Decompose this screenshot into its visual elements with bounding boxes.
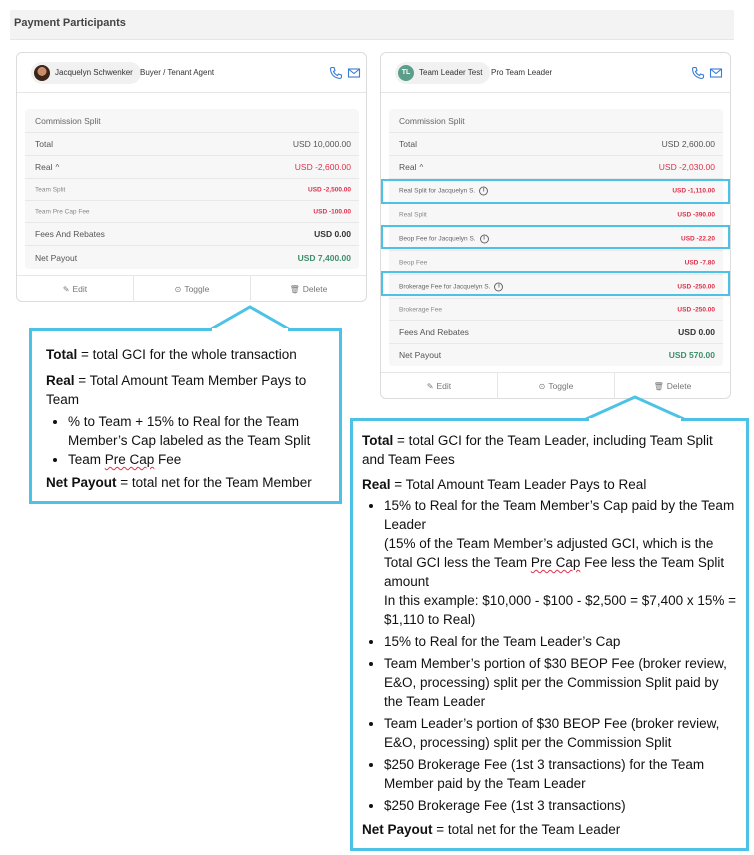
table-row: Total USD 10,000.00 [25,133,359,156]
toggle-icon: ⊙ [538,382,546,391]
list-item: • 15% to Real for the Team Member’s Cap paid by the Team Leader (15% of the Team Member’s adjusted GCI, which is the Total GCI less the Team Pre Cap Fee less the Team Split amount In this example: $10,000 - $100 - $2,500 = $7,400 x 15% = $1,110 to Real) [384,496,738,629]
participant-chip[interactable] [395,62,490,84]
participant-role: Pro Team Leader [491,68,553,77]
avatar [34,65,50,81]
table-row: Brokerage Fee USD -250.00 [389,299,723,321]
participant-role: Buyer / Tenant Agent [140,68,215,77]
phone-icon[interactable] [329,66,343,80]
highlight-real-split-member [381,179,730,204]
info-icon[interactable]: i [480,234,489,243]
participant-header [17,53,366,93]
list-item: • $250 Brokerage Fee (1st 3 transactions) for the Team Member paid by the Team Leader [384,755,738,793]
edit-button[interactable]: ✎ Edit [381,373,497,399]
list-item: • 15% to Real for the Team Leader’s Cap [384,632,738,651]
toggle-button[interactable]: ⊙ Toggle [133,276,250,302]
highlight-brokerage-fee-member [381,271,730,296]
delete-button[interactable]: 🗑 Delete [614,373,730,399]
pencil-icon: ✎ [62,285,70,294]
table-row: Net Payout USD 7,400.00 [35,252,351,263]
mail-icon[interactable] [709,66,723,80]
note-total: Total = total GCI for the Team Leader, including Team Split and Team Fees [362,433,713,467]
table-row: Beop Fee USD -7.80 [389,251,723,275]
note-real: Real = Total Amount Team Leader Pays to Real [362,477,647,492]
list-item: • % to Team + 15% to Real for the Team Member’s Cap labeled as the Team Split [68,412,327,450]
table-row: Net Payout USD 570.00 [399,350,715,360]
note-real: Real = Total Amount Team Member Pays to Team [46,373,307,407]
participant-card-jacquelyn [16,52,367,302]
section-header [10,10,734,40]
commission-split-header: Commission Split [389,109,723,133]
edit-button[interactable]: ✎ Edit [17,276,133,302]
table-row: Brokerage Fee for Jacquelyn S. i USD -250.00 [389,275,723,299]
table-row: Real Split for Jacquelyn S. i USD -1,110.00 [389,179,723,203]
note-real-list [46,412,327,469]
list-item: • $250 Brokerage Fee (1st 3 transactions) [384,796,738,815]
commission-split-header: Commission Split [25,109,359,133]
table-row: Real Split USD -390.00 [389,203,723,227]
callout-seam-left [212,328,288,331]
participant-chip[interactable] [31,62,141,84]
toggle-icon: ⊙ [174,285,182,294]
table-row: Team Split USD -2,500.00 [25,179,359,201]
list-item: • Team Leader’s portion of $30 BEOP Fee (broker review, E&O, processing) split per the Commission Split [384,714,738,752]
table-row: Fees And Rebates USD 0.00 [389,321,723,344]
commission-split-table [25,109,359,269]
avatar: TL [398,65,414,81]
table-row: Beop Fee for Jacquelyn S. i USD -22.20 [389,227,723,251]
chevron-up-icon[interactable]: ^ [419,163,424,172]
list-item: • Team Pre Cap Fee [68,450,327,469]
toggle-button[interactable]: ⊙ Toggle [497,373,614,399]
annotation-right [350,418,749,851]
pencil-icon: ✎ [426,382,434,391]
note-total: Total = total GCI for the whole transaction [46,347,297,362]
phone-icon[interactable] [691,66,705,80]
mail-icon[interactable] [347,66,361,80]
note-net-payout: Net Payout = total net for the Team Member [46,475,312,490]
note-real-list [362,496,738,815]
info-icon[interactable]: i [494,282,503,291]
chevron-up-icon[interactable]: ^ [55,163,60,172]
annotation-left [29,328,342,504]
delete-button[interactable]: 🗑 Delete [250,276,366,302]
table-row-real[interactable]: Real ^ USD -2,600.00 [25,156,359,179]
participant-header [381,53,730,93]
table-row: Total USD 2,600.00 [389,133,723,156]
table-row-real[interactable]: Real ^ USD -2,030.00 [389,156,723,179]
highlight-beop-fee-member [381,225,730,249]
callout-seam-right [589,418,681,421]
info-icon[interactable]: i [479,186,488,195]
trash-icon: 🗑 [653,382,664,391]
table-row: Fees And Rebates USD 0.00 [25,223,359,246]
note-net-payout: Net Payout = total net for the Team Leader [362,822,621,837]
table-row: Team Pre Cap Fee USD -100.00 [25,201,359,223]
participant-name: Jacquelyn Schwenker [55,68,133,77]
section-title: Payment Participants [14,17,126,29]
card-actions [17,275,366,301]
participant-name: Team Leader Test [419,68,483,77]
trash-icon: 🗑 [289,285,300,294]
list-item: • Team Member’s portion of $30 BEOP Fee (broker review, E&O, processing) split per the Commission Split paid by the Team Leader [384,654,738,711]
